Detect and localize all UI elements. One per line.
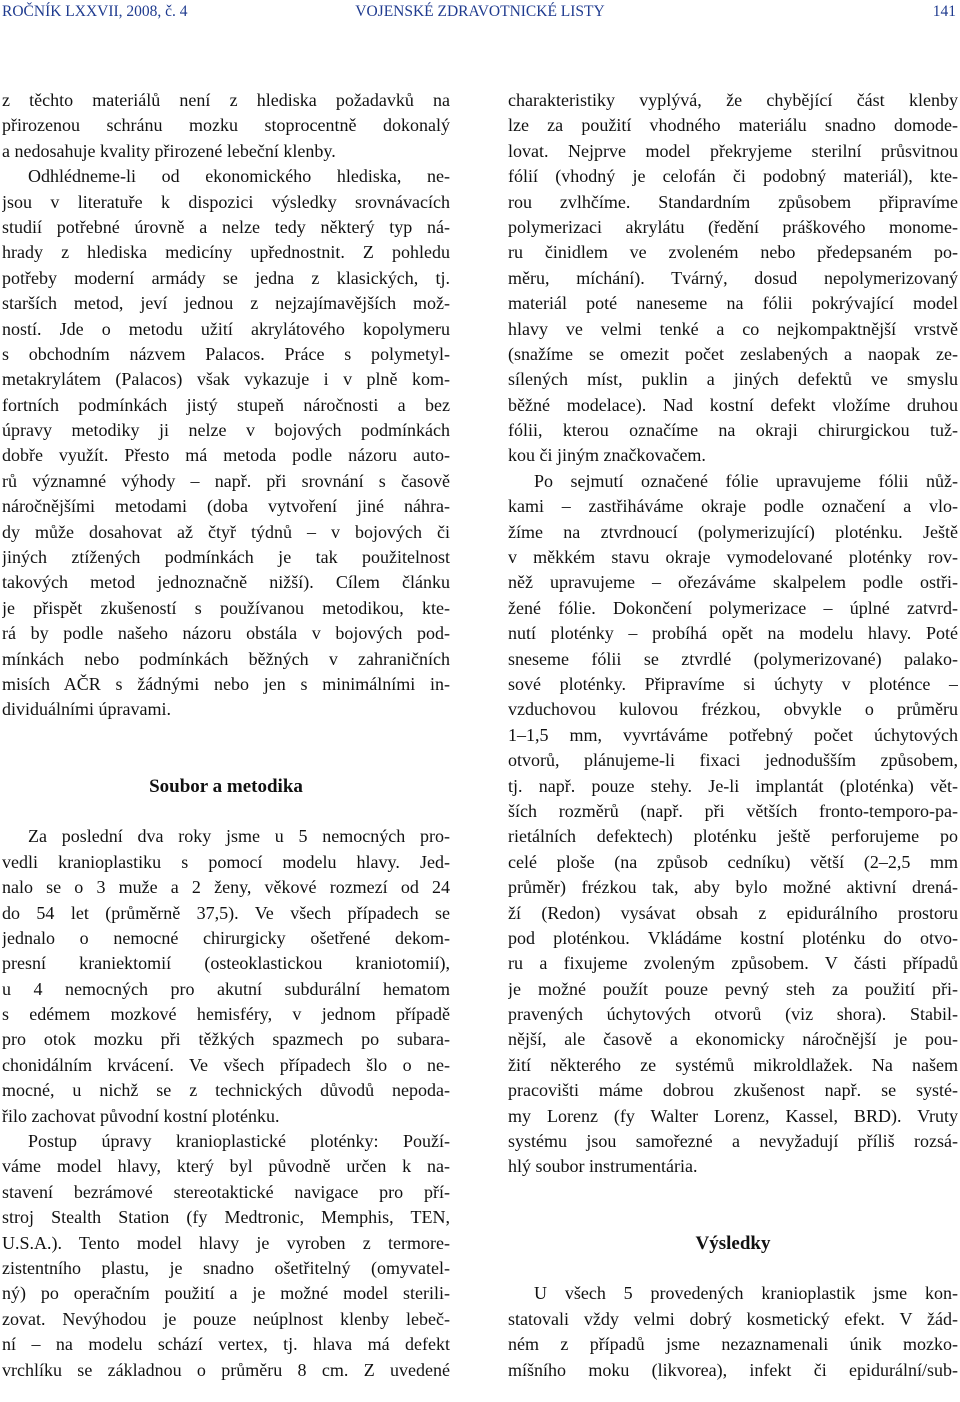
left-column: [2, 88, 450, 1383]
text-line: starších metod, jeví jednou z nejzajímavějších mož-: [2, 293, 450, 314]
text-line: hlavy ve velmi tenké a co nejkompaktnější vrstvě: [508, 318, 958, 339]
text-line: dividuálními úpravami.: [2, 699, 171, 720]
text-line: ru činidlem ve zvoleném nebo předepsaném po-: [508, 242, 958, 263]
text-line: nutí ploténky – probíhá opět na modelu hlavy. Poté: [508, 623, 958, 644]
text-line: polymerizaci akrylátu (ředění práškového monome-: [508, 216, 958, 237]
text-line: tj. např. pouze stehy. Je-li implantát (ploténka) vět-: [508, 775, 958, 796]
text-line: materiál poté naneseme na fólii pokrývající model: [508, 293, 958, 314]
text-line: Za poslední dva roky jsme u 5 nemocných pro-: [28, 826, 450, 847]
spacer: [2, 799, 450, 824]
text-line: váme model hlavy, který byl původně určen k na-: [2, 1156, 450, 1177]
text-line: s edémem mozkové hemisféry, v jednom případě: [2, 1004, 450, 1025]
text-line: potřeby moderní armády se jedna z klasických, tj.: [2, 267, 450, 288]
spacer: [2, 748, 450, 773]
text-line: mocné, u nichž se z technických důvodů nepoda-: [2, 1080, 450, 1101]
text-line: pracovišti máme dobrou zkušenost např. se systé-: [508, 1080, 958, 1101]
text-line: stavení bezrámové stereotaktické navigace pro pří-: [2, 1181, 450, 1202]
text-line: ností. Jde o metodu užití akrylátového kopolymeru: [2, 318, 450, 339]
text-line: 1–1,5 mm, vyvrtáváme potřebný počet úchytových: [508, 724, 958, 745]
text-line: systému jsou samořezné a nevyžadují příliš rozsá-: [508, 1131, 958, 1152]
spacer: [508, 1256, 958, 1281]
text-line: Postup úpravy kranioplastické ploténky: Použí-: [28, 1131, 450, 1152]
spacer: [2, 723, 450, 748]
text-line: zistentního plastu, je snadno ošetřitelný (omyvatel-: [2, 1257, 450, 1278]
text-line: takových metod jednoznačně nižší). Cílem článku: [2, 572, 450, 593]
text-line: misích AČR s žádnými nebo jen s minimálními in-: [2, 673, 450, 694]
running-header: [0, 0, 960, 26]
text-line: metakrylátem (Palacos) však vykazuje i v plně kom-: [2, 369, 450, 390]
text-line: (snažíme se omezit počet zeslabených a naopak ze-: [508, 343, 958, 364]
spacer: [508, 1180, 958, 1205]
text-line: otvorů, plánujeme-li fixaci jednodušším způsobem,: [508, 750, 958, 771]
text-line: Po sejmutí označené fólie upravujeme fólii nůž-: [534, 470, 958, 491]
text-line: sové ploténky. Připravíme si úchyty v ploténce –: [508, 673, 958, 694]
text-line: kou či jiným značkovačem.: [508, 445, 706, 466]
text-line: u 4 nemocných pro akutní subdurální hematom: [2, 978, 450, 999]
text-line: hlý soubor instrumentária.: [508, 1156, 698, 1177]
text-line: a nedosahuje kvality přirozené lebeční klenby.: [2, 140, 336, 161]
spacer: [508, 1205, 958, 1230]
text-line: dy může dosahovat až čtyř týdnů – v bojových či: [2, 521, 450, 542]
text-line: chonidálním krvácení. Ve všech případech šlo o ne-: [2, 1054, 450, 1075]
text-line: je možné použít pouze pevný steh za použití při-: [508, 978, 958, 999]
text-line: statovali vždy velmi dobrý kosmetický efekt. V žád-: [508, 1308, 958, 1329]
text-line: běžné modelace). Nad kostní defekt vložíme druhou: [508, 394, 958, 415]
text-line: úpravy metodiky ji nelze v bojových podmínkách: [2, 420, 450, 441]
text-line: fortních podmínkách jistý stupeň náročnosti a bez: [2, 394, 450, 415]
text-line: ru a fixujeme zvoleným způsobem. V části případů: [508, 953, 958, 974]
text-line: vrchlíku se základnou o průměru 8 cm. Z uvedené: [2, 1359, 450, 1380]
text-line: U.S.A.). Tento model hlavy je vyroben z termore-: [2, 1232, 450, 1253]
text-line: rou zvlhčíme. Standardním způsobem připravíme: [508, 191, 958, 212]
text-line: ží (Redon) vysávat obsah z epidurálního prostoru: [508, 902, 958, 923]
text-line: presní kraniektomií (osteoklastickou kraniotomií),: [2, 953, 450, 974]
text-line: jsou v literatuře k dispozici výsledky srovnávacích: [2, 191, 450, 212]
header-journal-title: VOJENSKÉ ZDRAVOTNICKÉ LISTY: [355, 3, 605, 20]
text-line: s obchodním názvem Palacos. Práce s polymetyl-: [2, 343, 450, 364]
text-line: fólií (vhodný je celofán či podobný materiál), kte-: [508, 166, 958, 187]
text-line: žíme na ztvrdnoucí (polymerizující) ploténku. Ještě: [508, 521, 958, 542]
text-line: fólii, kterou označíme na okraji chirurgickou tuž-: [508, 420, 958, 441]
text-line: žené fólie. Dokončení polymerizace – úplné zatvrd-: [508, 597, 958, 618]
text-line: studií potřebné úrovně a nelze tedy některý typ ná-: [2, 216, 450, 237]
text-line: kami – zastřiháváme okraje podle označení a vlo-: [508, 496, 958, 517]
text-line: náročnějšími metodami (doba vytvoření jiné náhra-: [2, 496, 450, 517]
text-line: řilo zachovat původní kostní ploténku.: [2, 1105, 280, 1126]
text-line: my Lorenz (fy Walter Lorenz, Kassel, BRD). Vruty: [508, 1105, 958, 1126]
right-column: [508, 88, 958, 1383]
text-line: žití některého ze systémů mikroldlažek. Na našem: [508, 1054, 958, 1075]
text-line: v měkkém stavu okraje vymodelované ploténky rov-: [508, 547, 958, 568]
text-line: vzduchovou kulovou frézkou, obvykle o průměru: [508, 699, 958, 720]
text-line: něž upravujeme – ořezáváme skalpelem podle ostři-: [508, 572, 958, 593]
text-line: průměr) frézkou tak, aby bylo možné aktivní drená-: [508, 877, 958, 898]
text-line: Odhlédneme-li od ekonomického hlediska, ne-: [28, 166, 450, 187]
text-line: sneseme fólii se ztvrdlé (polymerizované) palako-: [508, 648, 958, 669]
text-line: do 54 let (průměrně 37,5). Ve všech případech se: [2, 902, 450, 923]
text-line: je přispět zkušeností s používanou metodikou, kte-: [2, 597, 450, 618]
header-volume: ROČNÍK LXXVII, 2008, č. 4: [2, 3, 188, 20]
text-line: lovat. Nejprve model překryjeme sterilní průsvitnou: [508, 140, 958, 161]
text-line: rů významné výhody – např. při srovnání s časově: [2, 470, 450, 491]
text-line: U všech 5 provedených kranioplastik jsme kon-: [534, 1283, 958, 1304]
text-line: ní – na modelu schází vertex, tj. hlava má defekt: [2, 1334, 450, 1355]
text-line: rietálních defektech) ploténku ještě perforujeme po: [508, 826, 958, 847]
text-line: nější, ale časově a ekonomicky náročnější je pou-: [508, 1029, 958, 1050]
text-line: ších rozměrů (např. při větších fronto-temporo-pa-: [508, 800, 958, 821]
text-line: jednalo o nemocné chirurgicky ošetřené dekom-: [2, 927, 450, 948]
text-line: přirozenou schránu mozku stoprocentně dokonalý: [2, 115, 450, 136]
text-line: pro otok mozku při těžkých spazmech po subara-: [2, 1029, 450, 1050]
text-line: lze za použití vhodného materiálu snadno domode-: [508, 115, 958, 136]
text-line: hrady z hlediska medicíny upřednostnit. Z pohledu: [2, 242, 450, 263]
text-line: celé ploše (na způsob cedníku) větší (2–2,5 mm: [508, 851, 958, 872]
text-line: nalo se o 3 muže a 2 ženy, věkové rozmezí od 24: [2, 877, 450, 898]
text-line: stroj Stealth Station (fy Medtronic, Memphis, TEN,: [2, 1207, 450, 1228]
text-line: jiných ztížených podmínkách je tak použitelnost: [2, 547, 450, 568]
text-line: zovat. Nevýhodou je pouze neúplnost klenby lebeč-: [2, 1308, 450, 1329]
text-line: pod ploténkou. Vkládáme kostní ploténku do otvo-: [508, 927, 958, 948]
text-line: pravených úchytových otvorů (viz shora). Stabil-: [508, 1004, 958, 1025]
text-line: mínkách nebo podmínkách běžných v zahraničních: [2, 648, 450, 669]
text-line: charakteristiky vyplývá, že chybějící část klenby: [508, 90, 958, 110]
text-line: vedli kranioplastiku s pomocí modelu hlavy. Jed-: [2, 851, 450, 872]
text-line: rá by podle našeho názoru obstála v bojových pod-: [2, 623, 450, 644]
section-heading: Soubor a metodika: [149, 775, 303, 797]
text-line: sílených míst, puklin a jiných defektů ve smyslu: [508, 369, 958, 390]
text-line: míšního moku (likvorea), infekt či epidurální/sub-: [508, 1359, 958, 1380]
text-line: z těchto materiálů není z hlediska požadavků na: [2, 90, 450, 110]
text-line: ný) po operačním použití a je možné model sterili-: [2, 1283, 450, 1304]
header-page-number: 141: [932, 3, 956, 20]
text-line: měru, míchání). Tvárný, dosud nepolymerizovaný: [508, 267, 958, 288]
section-heading: Výsledky: [695, 1232, 771, 1254]
text-line: dobře využít. Přesto má metoda podle názoru auto-: [2, 445, 450, 466]
text-line: ném z případů jsme nezaznamenali únik mozko-: [508, 1334, 958, 1355]
